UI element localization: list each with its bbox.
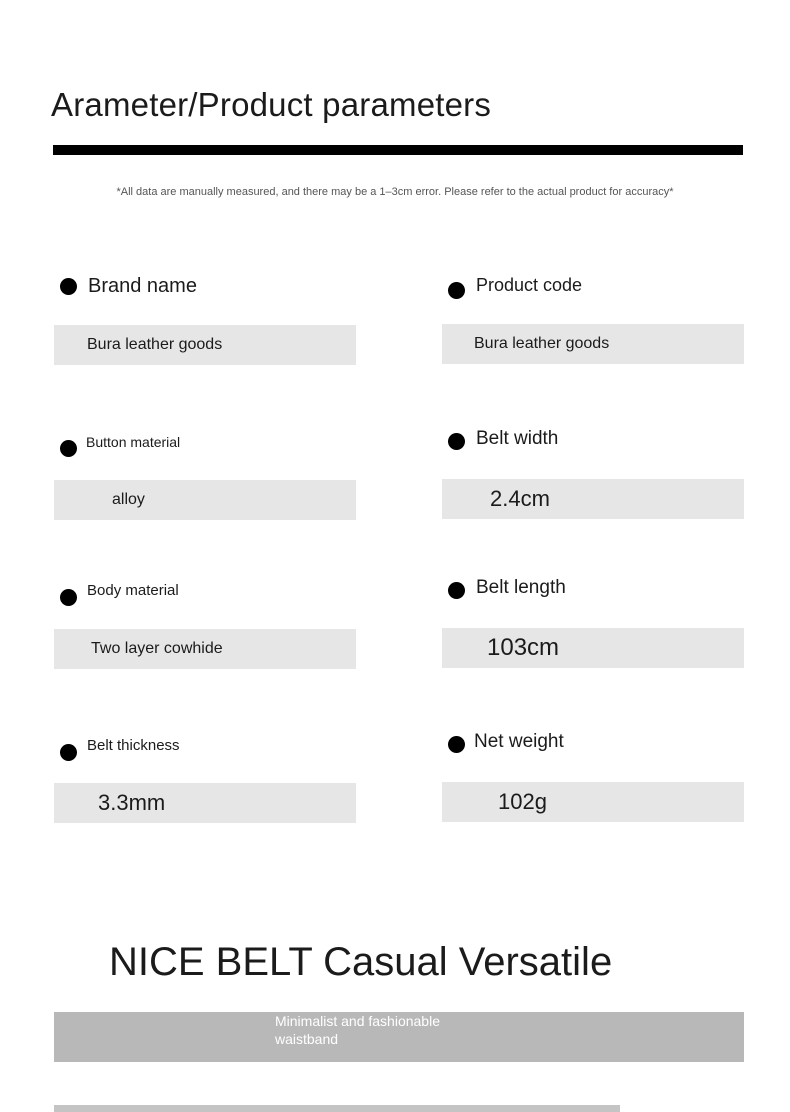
bottom-divider (54, 1105, 620, 1112)
param-label-net-weight: Net weight (474, 730, 564, 752)
bullet-icon (448, 433, 465, 450)
param-value-box (54, 783, 356, 823)
param-label-product-code: Product code (476, 275, 583, 295)
param-label-row (448, 272, 582, 299)
param-label-row (448, 730, 564, 753)
param-label-belt-length: Belt length (476, 576, 566, 598)
subtitle-line-2: waistband (275, 1031, 339, 1047)
param-value-box (442, 479, 744, 519)
param-value-brand-name: Bura leather goods (87, 336, 223, 353)
page-title: Arameter/Product parameters (51, 86, 492, 123)
measurement-note: *All data are manually measured, and there may be a 1–3cm error. Please refer to the actual product for accuracy* (116, 186, 674, 198)
bullet-icon (60, 278, 77, 295)
param-label-belt-width: Belt width (476, 427, 559, 449)
param-label-row (448, 576, 566, 599)
param-value-box (54, 629, 356, 669)
param-label-body-material: Body material (87, 582, 179, 599)
param-label-belt-thickness: Belt thickness (87, 737, 180, 754)
bullet-icon (448, 582, 465, 599)
headline: NICE BELT Casual Versatile (109, 940, 613, 984)
param-value-belt-length: 103cm (487, 634, 560, 661)
bullet-icon (60, 744, 77, 761)
bullet-icon (60, 440, 77, 457)
param-label-row (60, 575, 179, 606)
param-value-net-weight: 102g (498, 789, 547, 814)
param-value-box (442, 782, 744, 822)
param-label-row (448, 427, 558, 450)
param-value-product-code: Bura leather goods (474, 335, 610, 352)
param-label-button-material: Button material (86, 433, 181, 450)
param-value-box (54, 480, 356, 520)
param-label-brand-name: Brand name (88, 275, 197, 297)
bullet-icon (60, 589, 77, 606)
bullet-icon (448, 282, 465, 299)
param-label-row (60, 426, 180, 457)
param-value-belt-thickness: 3.3mm (98, 790, 166, 815)
param-value-body-material: Two layer cowhide (91, 640, 223, 657)
title-divider (53, 145, 743, 155)
param-value-box (442, 324, 744, 364)
bullet-icon (448, 736, 465, 753)
param-label-row (60, 730, 180, 761)
param-value-box (442, 628, 744, 668)
param-value-button-material: alloy (112, 491, 145, 508)
param-label-row (60, 275, 197, 298)
subtitle-line-1: Minimalist and fashionable (275, 1013, 440, 1029)
subtitle-banner (54, 1012, 744, 1062)
param-value-belt-width: 2.4cm (490, 486, 550, 511)
param-value-box (54, 325, 356, 365)
